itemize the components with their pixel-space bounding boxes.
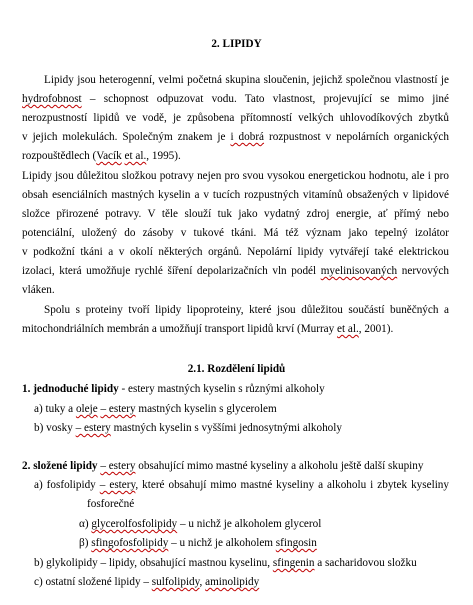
para1-line5: rozpouštědlech (Vacík et al., 1995). bbox=[22, 150, 181, 162]
group2-item-a-line2: fosforečné bbox=[87, 498, 135, 510]
para2-line4: potenciální, uložený do zásoby v tukové tkáni. Má též význam jako tepelný izolátor bbox=[22, 227, 449, 239]
spellcheck-mark: hydrofobnost bbox=[22, 93, 82, 105]
spellcheck-mark: – estery bbox=[100, 460, 136, 472]
para3-line1: Spolu s proteiny tvoří lipidy lipoproteiny, které jsou důležitou součástí buněčných a bbox=[44, 304, 449, 316]
spellcheck-mark: – estery bbox=[99, 479, 136, 491]
group2-desc: – estery obsahující mimo mastné kyseliny a alkoholu ještě další skupiny bbox=[100, 460, 424, 472]
spellcheck-mark: sulfolipidy bbox=[151, 576, 200, 588]
spellcheck-mark: myelinisovaných bbox=[320, 265, 398, 277]
group1-item-b: b) vosky – estery mastných kyselin s vyššími jednosytnými alkoholy bbox=[34, 422, 342, 434]
group2-title: 2. složené lipidy bbox=[22, 460, 98, 472]
section-subheading: 2.1. Rozdělení lipidů bbox=[187, 363, 286, 375]
spellcheck-mark: i dobrá bbox=[230, 131, 265, 143]
group2-item-c: c) ostatní složené lipidy – sulfolipidy, aminolipidy bbox=[34, 576, 260, 588]
spellcheck-mark: sfingosin bbox=[275, 537, 317, 549]
para3-line2: mitochondriálních membrán a umožňují transport lipidů krví (Murray et al., 2001). bbox=[22, 323, 394, 335]
spellcheck-mark: Vacík bbox=[96, 150, 122, 162]
spellcheck-mark: – estery bbox=[100, 403, 136, 415]
para1-line2: hydrofobnost – schopnost odpuzovat vodu. Tato vlastnost, projevující se mimo jiné bbox=[22, 93, 449, 105]
para1-line3: nerozpustností lipidů ve vodě, je způsobena přítomností velkých uhlovodíkových zbytků bbox=[22, 112, 449, 124]
para1-line4: v jejich molekulách. Společným znakem je i dobrá rozpustnost v nepolárních organických bbox=[22, 131, 449, 143]
group2-sub-beta: β) sfingofosfolipidy – u nichž je alkoholem sfingosin bbox=[79, 537, 317, 549]
spellcheck-mark: sfingofosfolipidy bbox=[91, 537, 169, 549]
para2-line2: obsah esenciálních mastných kyselin a v tucích rozpustných vitamínů obsažených v lipidové bbox=[22, 189, 449, 201]
para2-line1: Lipidy jsou důležitou složkou potravy nejen pro svou vysokou energetickou hodnotu, ale i pro bbox=[22, 170, 449, 182]
group1-title: 1. jednoduché lipidy bbox=[22, 383, 119, 395]
group1-heading bbox=[22, 382, 325, 396]
group2-item-b: b) glykolipidy – lipidy, obsahující mastnou kyselinu, sfingenin a sacharidovou složku bbox=[34, 557, 417, 569]
group1-desc: - estery mastných kyselin s různými alkoholy bbox=[118, 383, 325, 395]
spellcheck-mark: oleje bbox=[75, 403, 98, 415]
spellcheck-mark: sfingenin bbox=[272, 557, 315, 569]
para1-line1: Lipidy jsou heterogenní, velmi početná skupina sloučenin, jejichž společnou vlastností je bbox=[44, 74, 449, 86]
chapter-heading: 2. LIPIDY bbox=[211, 38, 262, 50]
spellcheck-mark: – estery bbox=[75, 422, 111, 434]
group2-sub-alpha: α) glycerolfosfolipidy – u nichž je alkoholem glycerol bbox=[79, 518, 322, 530]
group1-item-a: a) tuky a oleje – estery mastných kyselin s glycerolem bbox=[34, 403, 277, 415]
spellcheck-mark: et al. bbox=[337, 323, 359, 335]
spellcheck-mark: aminolipidy bbox=[205, 576, 260, 588]
spellcheck-mark: glycerolfosfolipidy bbox=[91, 518, 178, 530]
group2-item-a-line1: a) fosfolipidy – estery, které obsahují mimo mastné kyseliny a alkoholu i zbytek kyseliny bbox=[34, 479, 449, 491]
para2-line7: vláken. bbox=[22, 284, 55, 296]
group2-heading bbox=[22, 459, 423, 473]
spellcheck-mark: et al. bbox=[124, 150, 147, 162]
para2-line6: izolaci, která umožňuje rychlé šíření depolarizačních vln podél myelinisovaných nervových bbox=[22, 265, 449, 277]
para2-line5: v podkožní tkáni a v okolí některých orgánů. Nepolární lipidy vytvářejí také elektrickou bbox=[22, 246, 449, 258]
para2-line3: složce přirozené potravy. V těle slouží tuk jako vydatný zdroj energie, ať přímý nebo bbox=[22, 208, 449, 220]
